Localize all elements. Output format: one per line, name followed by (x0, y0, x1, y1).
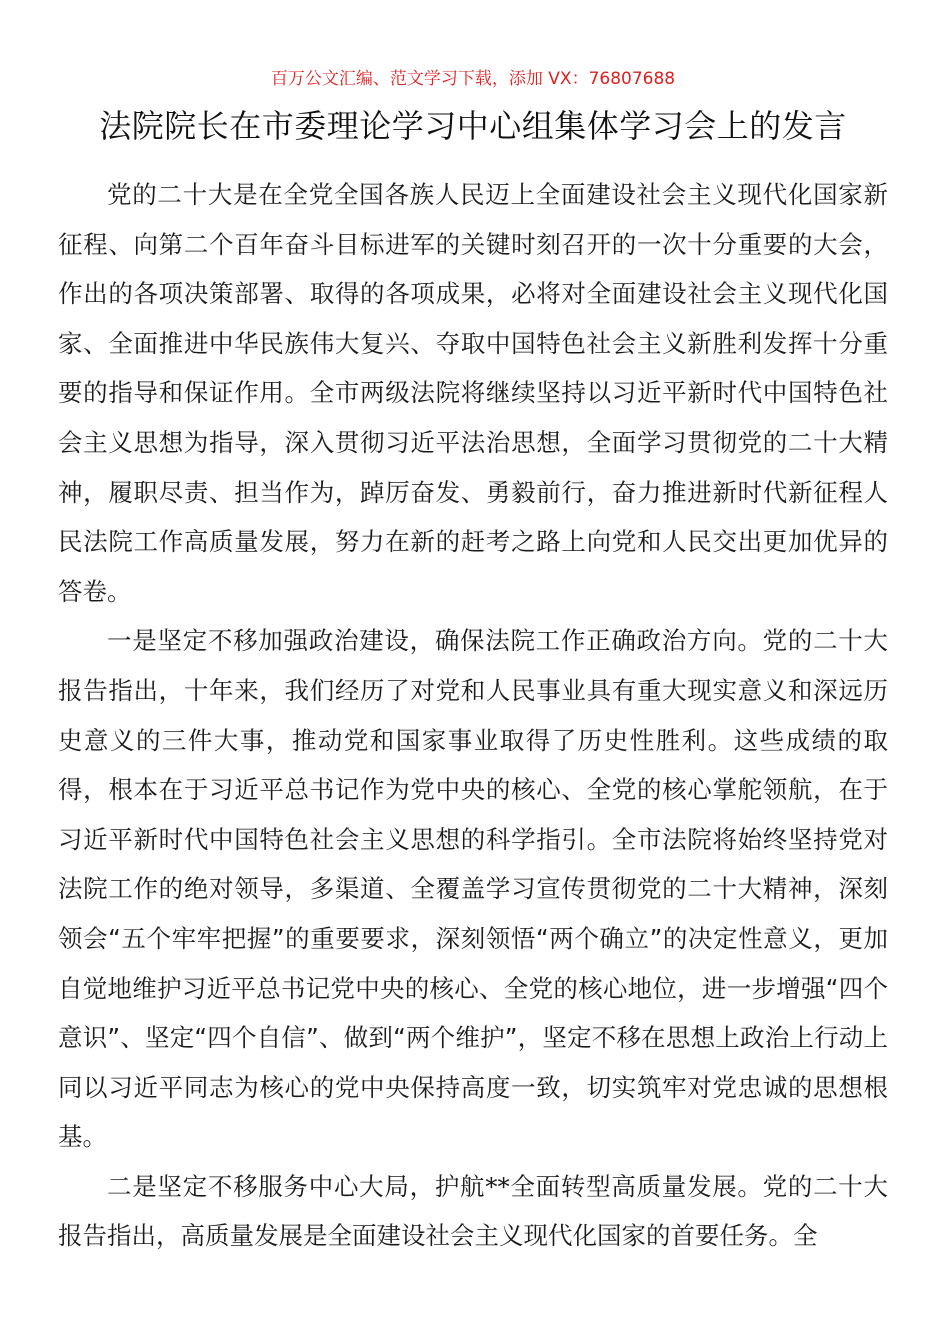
paragraph-text: 党的二十大是在全党全国各族人民迈上全面建设社会主义现代化国家新征程、向第二个百年奋斗目标进军的关键时刻召开的一次十分重要的大会，作出的各项决策部署、取得的各项成果，必将对全面建设社会主义现代化国家、全面推进中华民族伟大复兴、夺取中国特色社会主义新胜利发挥十分重要的指导和保证作用。全市两级法院将继续坚持以习近平新时代中国特色社会主义思想为指导，深入贯彻习近平法治思想，全面学习贯彻党的二十大精神，履职尽责、担当作为，踔厉奋发、勇毅前行，奋力推进新时代新征程人民法院工作高质量发展，努力在新的赶考之路上向党和人民交出更加优异的答卷。 (58, 180, 888, 606)
watermark-header: 百万公文汇编、范文学习下载，添加 VX：76807688 (270, 69, 676, 89)
paragraph-text: 党的二十大报告指出，十年来，我们经历了对党和人民事业具有重大现实意义和深远历史意义的三件大事，推动党和国家事业取得了历史性胜利。这些成绩的取得，根本在于习近平总书记作为党中央的核心、全党的核心掌舵领航，在于习近平新时代中国特色社会主义思想的科学指引。全市法院将始终坚持党对法院工作的绝对领导，多渠道、全覆盖学习宣传贯彻党的二十大精神，深刻领会“五个牢牢把握”的重要要求，深刻领悟“两个确立”的决定性意义，更加自觉地维护习近平总书记党中央的核心、全党的核心地位，进一步增强“四个意识”、坚定“四个自信”、做到“两个维护”，坚定不移在思想上政治上行动上同以习近平同志为核心的党中央保持高度一致，切实筑牢对党忠诚的思想根基。 (58, 626, 889, 1152)
paragraph-intro (58, 170, 888, 616)
paragraph-lead: 一是坚定不移加强政治建设，确保法院工作正确政治方向。 (107, 626, 763, 656)
paragraph-point-two (58, 1162, 888, 1261)
document-title: 法院院长在市委理论学习中心组集体学习会上的发言 (99, 107, 847, 145)
paragraph-point-one (58, 616, 888, 1162)
paragraph-lead: 二是坚定不移服务中心大局，护航**全面转型高质量发展。 (107, 1171, 763, 1201)
paragraph-text: 党的二十大报告指出，高质量发展是全面建设社会主义现代化国家的首要任务。全 (58, 1171, 889, 1251)
